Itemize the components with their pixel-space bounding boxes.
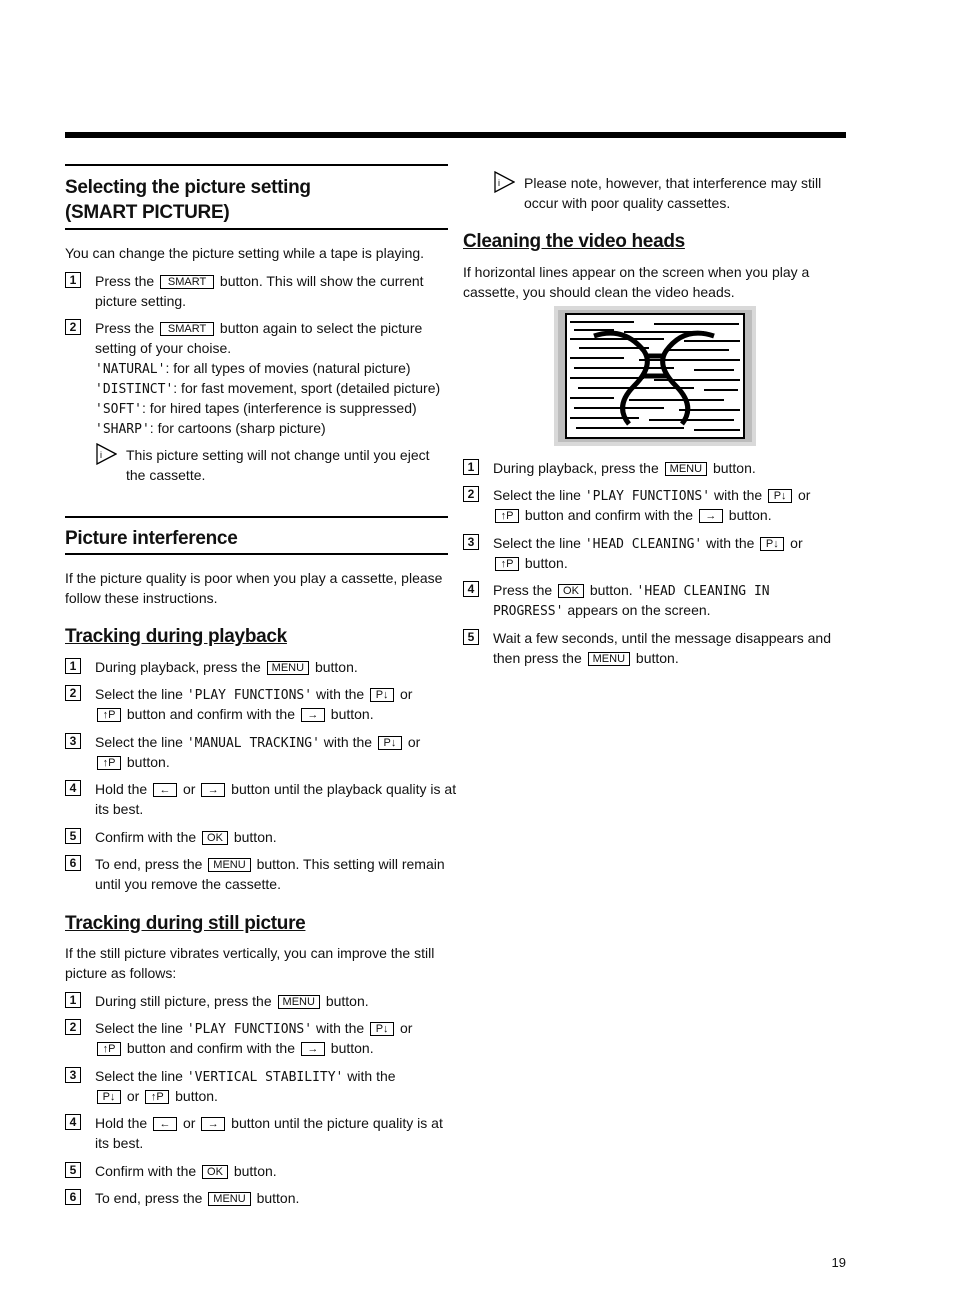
arrow-right-key: → <box>201 1117 225 1131</box>
p-up-key: ↑P <box>145 1090 169 1104</box>
text: button. <box>126 754 170 770</box>
section-rule <box>65 516 448 518</box>
code: 'MANUAL TRACKING' <box>186 736 320 751</box>
section-rule <box>65 164 448 166</box>
step-number: 2 <box>463 486 479 502</box>
p-down-key: P↓ <box>370 688 394 702</box>
cleaning-intro-line2: cassette, you should clean the video heads. <box>463 284 735 300</box>
step-number: 3 <box>65 733 81 749</box>
arrow-right-key: → <box>301 1042 325 1056</box>
text: or <box>790 535 803 551</box>
cl-step5: Wait a few seconds, until the message disappears and <box>493 630 832 646</box>
tp-step5 <box>95 827 277 847</box>
code: 'PLAY FUNCTIONS' <box>584 489 711 504</box>
text: with the <box>713 487 763 503</box>
ts-step6 <box>95 1188 299 1208</box>
text: Press the <box>95 273 155 289</box>
ok-key: OK <box>202 1165 228 1179</box>
code: 'DISTINCT' <box>95 382 174 397</box>
text: or <box>798 487 811 503</box>
smart-step1 <box>95 271 424 291</box>
smart-option-natural <box>95 358 411 380</box>
text: with the <box>347 1068 396 1084</box>
step-number: 3 <box>65 1067 81 1083</box>
smart-option-distinct <box>95 378 440 400</box>
text: button. <box>330 1040 374 1056</box>
p-down-key: P↓ <box>768 489 792 503</box>
ts-step4 <box>95 1113 443 1133</box>
smart-option-sharp <box>95 418 326 440</box>
code: 'NATURAL' <box>95 362 166 377</box>
section-rule <box>65 228 448 230</box>
text: Select the line <box>95 686 183 702</box>
arrow-right-key: → <box>699 509 723 523</box>
text: : for fast movement, sport (detailed picture) <box>173 380 441 396</box>
text: or <box>126 1088 140 1104</box>
ok-key: OK <box>202 831 228 845</box>
text: button. This setting will remain <box>256 856 445 872</box>
text: Select the line <box>95 734 183 750</box>
text: button. <box>233 1163 277 1179</box>
text: Select the line <box>95 1020 183 1036</box>
ts-intro-line1: If the still picture vibrates vertically, you can improve the still <box>65 945 435 961</box>
cl-step3 <box>493 533 803 555</box>
section-rule <box>65 553 448 555</box>
smart-title-line1: Selecting the picture setting <box>65 177 311 198</box>
text: or <box>407 734 421 750</box>
menu-key: MENU <box>208 1192 250 1206</box>
ts-intro-line2: picture as follows: <box>65 965 177 981</box>
text: During still picture, press the <box>95 993 272 1009</box>
text: with the <box>706 535 755 551</box>
text: button. <box>712 460 756 476</box>
text: button again to select the picture <box>219 320 423 336</box>
ts-step5 <box>95 1161 277 1181</box>
menu-key: MENU <box>588 652 630 666</box>
code: 'HEAD CLEANING' <box>584 537 703 552</box>
step-number: 2 <box>65 685 81 701</box>
page-number: 19 <box>831 1255 846 1270</box>
cl-step4 <box>493 580 770 602</box>
smart-note-line2: the cassette. <box>126 467 206 483</box>
text: Select the line <box>95 1068 183 1084</box>
tracking-playback-title: Tracking during playback <box>65 626 287 647</box>
p-down-key: P↓ <box>760 537 784 551</box>
text: Press the <box>493 582 553 598</box>
text: Press the <box>95 320 155 336</box>
text: button and confirm with the <box>126 1040 295 1056</box>
text: : for hired tapes (interference is suppressed) <box>141 400 417 416</box>
p-up-key: ↑P <box>495 509 519 523</box>
text: button until the playback quality is at <box>231 781 457 797</box>
p-down-key: P↓ <box>370 1022 394 1036</box>
text: with the <box>323 734 373 750</box>
smart-note-line1: This picture setting will not change until you eject <box>126 447 430 463</box>
tp-step6 <box>95 854 445 874</box>
step-number: 4 <box>463 581 479 597</box>
text: During playback, press the <box>493 460 659 476</box>
interference-intro-line1: If the picture quality is poor when you play a cassette, please <box>65 570 443 586</box>
p-up-key: ↑P <box>97 708 121 722</box>
text: with the <box>315 1020 365 1036</box>
p-up-key: ↑P <box>495 557 519 571</box>
cl-step5-cont <box>493 648 679 668</box>
text: To end, press the <box>95 1190 203 1206</box>
text: Confirm with the <box>95 1163 197 1179</box>
text: : for cartoons (sharp picture) <box>149 420 326 436</box>
noisy-tv-screen-image <box>554 306 756 446</box>
step-number: 2 <box>65 319 81 335</box>
ts-step3-cont <box>95 1086 218 1106</box>
text: or <box>182 1115 196 1131</box>
text: or <box>400 686 413 702</box>
info-icon <box>493 171 515 193</box>
code: 'SOFT' <box>95 402 142 417</box>
top-rule <box>65 132 846 138</box>
interference-title: Picture interference <box>65 528 238 549</box>
text: button. <box>330 706 374 722</box>
step-number: 5 <box>65 1162 81 1178</box>
ts-step1 <box>95 991 369 1011</box>
svg-text:i: i <box>498 178 500 188</box>
text: Confirm with the <box>95 829 197 845</box>
p-up-key: ↑P <box>97 1042 121 1056</box>
step-number: 2 <box>65 1019 81 1035</box>
code: 'PLAY FUNCTIONS' <box>186 688 313 703</box>
step-number: 1 <box>463 459 479 475</box>
step-number: 5 <box>65 828 81 844</box>
text: or <box>182 781 196 797</box>
ts-step2-cont <box>95 1038 374 1058</box>
p-up-key: ↑P <box>97 756 121 770</box>
tp-step1 <box>95 657 358 677</box>
p-down-key: P↓ <box>378 736 402 750</box>
code: 'PLAY FUNCTIONS' <box>186 1022 313 1037</box>
menu-key: MENU <box>278 995 320 1009</box>
ts-step3 <box>95 1066 396 1088</box>
menu-key: MENU <box>267 661 309 675</box>
arrow-left-key: ← <box>153 1117 177 1131</box>
text: button. <box>524 555 568 571</box>
text: button and confirm with the <box>524 507 693 523</box>
text: Hold the <box>95 781 148 797</box>
smart-step1-cont: picture setting. <box>95 293 187 309</box>
text: button. <box>728 507 772 523</box>
text: then press the <box>493 650 582 666</box>
code: PROGRESS' <box>493 604 564 619</box>
text: with the <box>315 686 365 702</box>
step-number: 4 <box>65 1114 81 1130</box>
smart-key: SMART <box>160 322 214 336</box>
step-number: 3 <box>463 534 479 550</box>
cleaning-intro-line1: If horizontal lines appear on the screen when you play a <box>463 264 810 280</box>
code: 'SHARP' <box>95 422 150 437</box>
text: button. <box>175 1088 218 1104</box>
text: button. This will show the current <box>219 273 424 289</box>
cleaning-title: Cleaning the video heads <box>463 231 685 252</box>
interference-note-line1: Please note, however, that interference may still <box>524 175 822 191</box>
smart-option-soft <box>95 398 417 420</box>
text: button. <box>589 582 633 598</box>
info-icon <box>95 443 117 465</box>
text: To end, press the <box>95 856 203 872</box>
text: Select the line <box>493 487 581 503</box>
menu-key: MENU <box>665 462 707 476</box>
smart-intro: You can change the picture setting while a tape is playing. <box>65 245 425 261</box>
cl-step3-cont <box>493 553 568 573</box>
text: button. <box>635 650 679 666</box>
smart-title-line2: (SMART PICTURE) <box>65 202 230 223</box>
arrow-right-key: → <box>201 783 225 797</box>
step-number: 6 <box>65 855 81 871</box>
interference-note-line2: occur with poor quality cassettes. <box>524 195 731 211</box>
tp-step2 <box>95 684 412 706</box>
tp-step6-cont: until you remove the cassette. <box>95 876 281 892</box>
step-number: 1 <box>65 658 81 674</box>
text: Hold the <box>95 1115 148 1131</box>
step-number: 4 <box>65 780 81 796</box>
text: or <box>400 1020 413 1036</box>
smart-step2 <box>95 318 422 338</box>
menu-key: MENU <box>208 858 250 872</box>
text: button until the picture quality is at <box>231 1115 443 1131</box>
cl-step1 <box>493 458 756 478</box>
step-number: 5 <box>463 629 479 645</box>
interference-intro-line2: follow these instructions. <box>65 590 218 606</box>
tp-step4 <box>95 779 456 799</box>
tp-step4-cont: its best. <box>95 801 144 817</box>
ts-step2 <box>95 1018 412 1040</box>
p-down-key: P↓ <box>97 1090 121 1104</box>
step-number: 1 <box>65 272 81 288</box>
cl-step2-cont <box>493 505 772 525</box>
text: button. <box>314 659 358 675</box>
text: button. <box>256 1190 300 1206</box>
arrow-left-key: ← <box>153 783 177 797</box>
tp-step3-cont <box>95 752 170 772</box>
text: button. <box>325 993 369 1009</box>
svg-text:i: i <box>100 450 102 460</box>
smart-key: SMART <box>160 275 214 289</box>
cl-step4-cont <box>493 600 711 622</box>
ts-step4-cont: its best. <box>95 1135 144 1151</box>
text: button and confirm with the <box>126 706 295 722</box>
arrow-right-key: → <box>301 708 325 722</box>
step-number: 1 <box>65 992 81 1008</box>
code: 'VERTICAL STABILITY' <box>186 1070 344 1085</box>
text: button. <box>233 829 277 845</box>
text: Select the line <box>493 535 581 551</box>
text: appears on the screen. <box>567 602 711 618</box>
code: 'HEAD CLEANING IN <box>636 584 770 599</box>
tp-step3 <box>95 732 420 754</box>
cl-step2 <box>493 485 810 507</box>
text: : for all types of movies (natural picture) <box>165 360 411 376</box>
text: During playback, press the <box>95 659 261 675</box>
tp-step2-cont <box>95 704 374 724</box>
tracking-still-title: Tracking during still picture <box>65 913 306 934</box>
ok-key: OK <box>558 584 584 598</box>
smart-step2-cont: setting of your choise. <box>95 340 232 356</box>
step-number: 6 <box>65 1189 81 1205</box>
